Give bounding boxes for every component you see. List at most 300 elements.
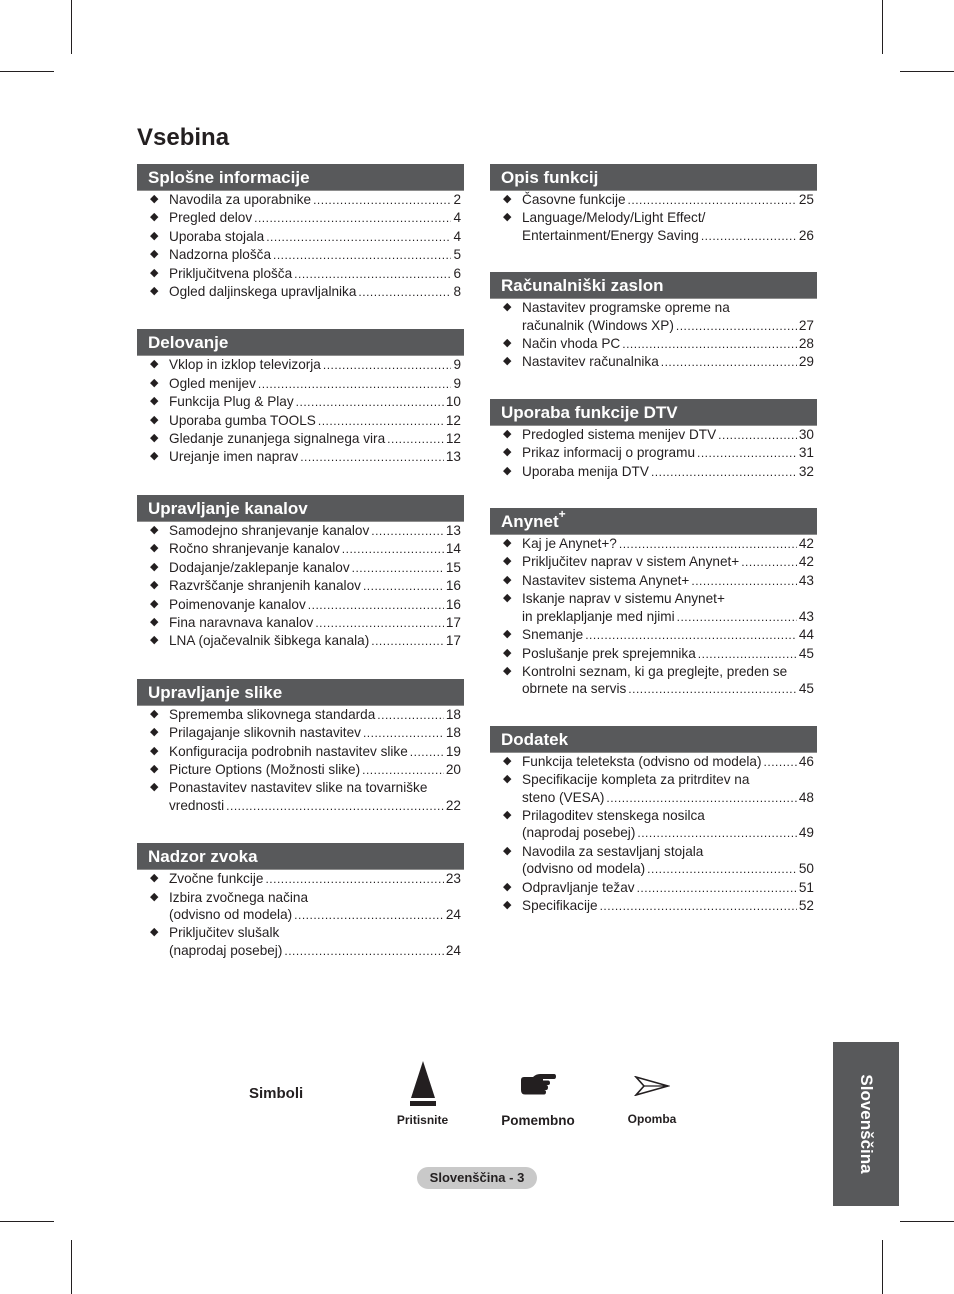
toc-page-number: 44 xyxy=(798,627,814,643)
diamond-bullet-icon: ◆ xyxy=(503,537,512,550)
toc-entry[interactable] xyxy=(137,924,464,960)
toc-entry[interactable] xyxy=(137,522,464,540)
page-title: Vsebina xyxy=(137,124,230,151)
diamond-bullet-icon: ◆ xyxy=(503,211,512,224)
toc-entry-text: in preklapljanje med njimi xyxy=(522,608,675,624)
toc-list xyxy=(137,706,464,815)
toc-entry-text: (odvisno od modela) xyxy=(169,906,293,922)
dot-leader xyxy=(342,541,444,558)
dot-leader xyxy=(363,578,444,595)
toc-entry-line xyxy=(522,227,814,245)
dot-leader xyxy=(718,427,797,444)
toc-entry-line xyxy=(169,375,461,393)
toc-page-number: 45 xyxy=(798,645,814,661)
toc-entry-line xyxy=(169,412,461,430)
toc-list xyxy=(490,426,817,481)
toc-page-number: 51 xyxy=(798,879,814,895)
toc-page-number: 8 xyxy=(453,284,461,300)
diamond-bullet-icon: ◆ xyxy=(503,446,512,459)
toc-entry[interactable] xyxy=(490,663,817,699)
dot-leader xyxy=(358,284,451,301)
dot-leader xyxy=(691,573,797,590)
toc-entry-line xyxy=(522,897,814,915)
toc-entry-text: Kaj je Anynet+? xyxy=(522,536,617,552)
toc-entry-text: Gledanje zunanjega signalnega vira xyxy=(169,431,386,447)
toc-section xyxy=(490,399,817,481)
toc-entry[interactable] xyxy=(490,897,817,915)
toc-entry-text: Uporaba gumba TOOLS xyxy=(169,412,316,428)
toc-entry[interactable] xyxy=(137,265,464,283)
toc-entry[interactable] xyxy=(137,412,464,430)
toc-page-number: 43 xyxy=(798,608,814,624)
toc-page-number: 13 xyxy=(445,449,461,465)
toc-list xyxy=(137,356,464,466)
toc-entry-text: Ročno shranjevanje kanalov xyxy=(169,541,340,557)
section-heading-text: Nadzor zvoka xyxy=(148,847,258,867)
dot-leader xyxy=(637,880,797,897)
toc-entry[interactable] xyxy=(137,393,464,411)
toc-page-number: 15 xyxy=(445,559,461,575)
dot-leader xyxy=(741,554,797,571)
diamond-bullet-icon: ◆ xyxy=(503,844,512,857)
toc-page-number: 16 xyxy=(445,596,461,612)
toc-entry-text: Entertainment/Energy Saving xyxy=(522,227,699,243)
toc-section xyxy=(490,726,817,916)
crop-mark xyxy=(71,0,72,54)
toc-page-number: 17 xyxy=(445,614,461,630)
diamond-bullet-icon: ◆ xyxy=(150,211,159,224)
toc-entry-line xyxy=(522,789,814,807)
toc-entry[interactable] xyxy=(490,463,817,481)
toc-entry[interactable] xyxy=(137,375,464,393)
dot-leader xyxy=(647,861,797,878)
crop-mark xyxy=(71,1240,72,1294)
toc-entry-line xyxy=(169,522,461,540)
symbol-press-caption: Pritisnite xyxy=(396,1113,449,1127)
toc-entry-line xyxy=(169,283,461,301)
toc-entry-text: Ogled daljinskega upravljalnika xyxy=(169,284,357,300)
toc-page-number: 12 xyxy=(445,412,461,428)
dot-leader xyxy=(677,609,797,626)
toc-entry-text: steno (VESA) xyxy=(522,789,605,805)
toc-entry[interactable] xyxy=(137,724,464,742)
dot-leader xyxy=(284,943,444,960)
dot-leader xyxy=(323,357,452,374)
toc-page-number: 29 xyxy=(798,354,814,370)
toc-entry-line xyxy=(522,824,814,842)
toc-entry-line xyxy=(169,577,461,595)
dot-leader xyxy=(308,597,444,614)
diamond-bullet-icon: ◆ xyxy=(150,781,159,794)
toc-entry-line xyxy=(522,335,814,353)
toc-entry-line xyxy=(169,779,461,796)
toc-page-number: 49 xyxy=(798,825,814,841)
diamond-bullet-icon: ◆ xyxy=(150,229,159,242)
toc-section xyxy=(137,495,464,651)
pointing-hand-icon xyxy=(519,1072,557,1098)
toc-entry[interactable] xyxy=(490,590,817,626)
toc-section xyxy=(137,843,464,960)
dot-leader xyxy=(363,725,444,742)
toc-entry[interactable] xyxy=(137,228,464,246)
toc-entry-line xyxy=(522,753,814,771)
toc-entry-text: Funkcija Plug & Play xyxy=(169,394,294,410)
toc-entry-line xyxy=(522,535,814,553)
symbol-note-caption: Opomba xyxy=(627,1112,677,1126)
diamond-bullet-icon: ◆ xyxy=(150,597,159,610)
toc-page-number: 2 xyxy=(453,192,461,207)
toc-entry[interactable] xyxy=(137,448,464,466)
toc-entry-text: Picture Options (Možnosti slike) xyxy=(169,761,361,777)
dot-leader xyxy=(676,318,797,335)
crop-mark xyxy=(882,1240,883,1294)
toc-entry[interactable] xyxy=(137,559,464,577)
toc-entry[interactable] xyxy=(137,596,464,614)
toc-entry-line xyxy=(169,870,461,888)
toc-entry-line xyxy=(169,393,461,411)
crop-mark xyxy=(0,71,54,72)
toc-entry[interactable] xyxy=(490,645,817,663)
toc-entry-line xyxy=(522,553,814,571)
toc-entry[interactable] xyxy=(137,632,464,650)
dot-leader xyxy=(273,247,451,264)
section-heading xyxy=(490,399,817,426)
diamond-bullet-icon: ◆ xyxy=(503,898,512,911)
toc-entry[interactable] xyxy=(137,614,464,632)
toc-entry[interactable] xyxy=(137,779,464,815)
toc-page-number: 9 xyxy=(453,375,461,391)
toc-entry-text: Uporaba menija DTV xyxy=(522,463,649,479)
toc-entry-line xyxy=(169,706,461,724)
toc-entry[interactable] xyxy=(490,572,817,590)
toc-entry[interactable] xyxy=(137,430,464,448)
toc-page-number: 20 xyxy=(445,761,461,777)
dot-leader xyxy=(651,464,797,481)
toc-entry[interactable] xyxy=(137,761,464,779)
toc-entry[interactable] xyxy=(490,444,817,462)
dot-leader xyxy=(266,229,451,246)
toc-page-number: 46 xyxy=(798,753,814,769)
diamond-bullet-icon: ◆ xyxy=(503,646,512,659)
toc-page-number: 18 xyxy=(445,725,461,741)
section-heading xyxy=(137,495,464,522)
toc-page-number: 30 xyxy=(798,426,814,442)
toc-entry[interactable] xyxy=(137,577,464,595)
section-heading-text: Delovanje xyxy=(148,333,229,353)
toc-entry-line xyxy=(169,632,461,650)
crop-mark xyxy=(900,71,954,72)
diamond-bullet-icon: ◆ xyxy=(150,579,159,592)
toc-entry[interactable] xyxy=(137,246,464,264)
toc-entry[interactable] xyxy=(137,191,464,209)
toc-page-number: 4 xyxy=(453,228,461,244)
toc-entry-line xyxy=(169,356,461,374)
toc-entry-line xyxy=(522,426,814,444)
toc-page-number: 52 xyxy=(798,897,814,913)
dot-leader xyxy=(254,210,451,227)
toc-entry-line xyxy=(522,590,814,607)
diamond-bullet-icon: ◆ xyxy=(503,355,512,368)
toc-entry-line xyxy=(522,209,814,226)
dot-leader xyxy=(315,615,444,632)
toc-entry-line xyxy=(169,942,461,960)
press-icon xyxy=(408,1060,438,1108)
toc-entry-text: Uporaba stojala xyxy=(169,228,265,244)
toc-entry[interactable] xyxy=(490,879,817,897)
diamond-bullet-icon: ◆ xyxy=(503,337,512,350)
toc-entry[interactable] xyxy=(137,540,464,558)
toc-entry-text: Navodila za sestavljanj stojala xyxy=(522,843,704,859)
toc-page-number: 5 xyxy=(453,247,461,263)
toc-list xyxy=(137,870,464,960)
toc-entry-text: Pregled delov xyxy=(169,210,253,226)
toc-entry[interactable] xyxy=(137,870,464,888)
dot-leader xyxy=(294,266,451,283)
section-heading-text: Upravljanje slike xyxy=(148,682,283,702)
toc-entry-text: (odvisno od modela) xyxy=(522,861,646,877)
toc-entry-text: Poimenovanje kanalov xyxy=(169,596,306,612)
diamond-bullet-icon: ◆ xyxy=(503,555,512,568)
toc-entry-line xyxy=(522,860,814,878)
diamond-bullet-icon: ◆ xyxy=(503,773,512,786)
diamond-bullet-icon: ◆ xyxy=(150,726,159,739)
section-heading-superscript: + xyxy=(558,507,566,522)
section-heading-text: Upravljanje kanalov xyxy=(148,498,308,518)
toc-entry-text: Prilagajanje slikovnih nastavitev xyxy=(169,725,361,741)
toc-page-number: 24 xyxy=(445,906,461,922)
toc-entry-text: Snemanje xyxy=(522,627,584,643)
diamond-bullet-icon: ◆ xyxy=(150,523,159,536)
toc-section xyxy=(137,329,464,466)
toc-page-number: 48 xyxy=(798,789,814,805)
crop-mark xyxy=(882,0,883,54)
arrowhead-note-icon xyxy=(634,1076,670,1096)
toc-entry[interactable] xyxy=(137,283,464,301)
dot-leader xyxy=(701,228,797,245)
section-heading-text: Opis funkcij xyxy=(501,168,599,187)
diamond-bullet-icon: ◆ xyxy=(150,358,159,371)
toc-entry-text: Kontrolni seznam, ki ga preglejte, preden se xyxy=(522,663,788,679)
toc-entry-line xyxy=(522,626,814,644)
toc-entry-text: Iskanje naprav v sistemu Anynet+ xyxy=(522,591,725,607)
section-heading xyxy=(137,329,464,356)
toc-entry-line xyxy=(169,209,461,227)
dot-leader xyxy=(387,431,444,448)
toc-entry-line xyxy=(169,559,461,577)
toc-entry-line xyxy=(169,906,461,924)
toc-page-number: 32 xyxy=(798,463,814,479)
diamond-bullet-icon: ◆ xyxy=(150,266,159,279)
section-heading-text: Uporaba funkcije DTV xyxy=(501,402,678,422)
dot-leader xyxy=(661,354,797,371)
toc-entry-line xyxy=(522,807,814,824)
toc-page-number: 28 xyxy=(798,336,814,352)
toc-entry-line xyxy=(169,596,461,614)
toc-section xyxy=(490,272,817,372)
toc-entry-line xyxy=(169,540,461,558)
toc-page-number: 23 xyxy=(445,871,461,887)
section-heading xyxy=(490,164,817,191)
diamond-bullet-icon: ◆ xyxy=(150,560,159,573)
toc-entry-line xyxy=(169,228,461,246)
toc-entry-text: Zvočne funkcije xyxy=(169,871,264,887)
diamond-bullet-icon: ◆ xyxy=(503,754,512,767)
section-heading xyxy=(137,679,464,706)
toc-entry[interactable] xyxy=(137,743,464,761)
dot-leader xyxy=(371,523,444,540)
toc-list xyxy=(490,299,817,372)
toc-list xyxy=(490,191,817,245)
toc-entry-line xyxy=(522,191,814,209)
toc-entry[interactable] xyxy=(490,626,817,644)
dot-leader xyxy=(698,646,797,663)
toc-entry-text: (naprodaj posebej) xyxy=(522,825,636,841)
toc-entry-line xyxy=(169,448,461,466)
section-heading xyxy=(137,843,464,870)
dot-leader xyxy=(362,762,444,779)
toc-entry[interactable] xyxy=(490,535,817,553)
toc-entry-text: Nadzorna plošča xyxy=(169,247,272,263)
toc-entry[interactable] xyxy=(137,209,464,227)
toc-entry-text: Vklop in izklop televizorja xyxy=(169,357,321,373)
toc-section xyxy=(490,508,817,699)
toc-entry-line xyxy=(169,246,461,264)
toc-entry-text: Ponastavitev nastavitev slike na tovarniške xyxy=(169,780,428,796)
toc-page-number: 22 xyxy=(445,797,461,813)
toc-list xyxy=(137,191,464,301)
diamond-bullet-icon: ◆ xyxy=(150,926,159,939)
dot-leader xyxy=(318,413,444,430)
toc-entry-line xyxy=(522,463,814,481)
toc-entry-text: Priključitev naprav v sistem Anynet+ xyxy=(522,554,740,570)
diamond-bullet-icon: ◆ xyxy=(503,427,512,440)
toc-entry-text: Specifikacije kompleta za pritrditev na xyxy=(522,772,750,788)
toc-entry[interactable] xyxy=(490,335,817,353)
symbol-important xyxy=(496,1072,580,1128)
toc-entry-line xyxy=(169,265,461,283)
toc-entry[interactable] xyxy=(490,807,817,843)
toc-entry-text: Razvrščanje shranjenih kanalov xyxy=(169,578,361,594)
diamond-bullet-icon: ◆ xyxy=(503,628,512,641)
symbol-important-caption: Pomembno xyxy=(501,1113,575,1128)
toc-page-number: 10 xyxy=(445,394,461,410)
toc-entry-text: Nastavitev računalnika xyxy=(522,354,659,370)
toc-entry-text: računalnik (Windows XP) xyxy=(522,317,674,333)
dot-leader xyxy=(619,536,797,553)
toc-entry-text: Način vhoda PC xyxy=(522,336,621,352)
toc-entry-text: Ogled menijev xyxy=(169,375,256,391)
toc-entry-text: Language/Melody/Light Effect/ xyxy=(522,210,706,226)
toc-page-number: 50 xyxy=(798,861,814,877)
toc-entry[interactable] xyxy=(490,209,817,245)
toc-page-number: 9 xyxy=(453,357,461,373)
diamond-bullet-icon: ◆ xyxy=(150,872,159,885)
dot-leader xyxy=(313,192,451,209)
section-heading-text: Dodatek xyxy=(501,729,569,749)
section-heading xyxy=(490,508,817,535)
dot-leader xyxy=(377,707,444,724)
dot-leader xyxy=(300,449,444,466)
toc-entry[interactable] xyxy=(490,426,817,444)
diamond-bullet-icon: ◆ xyxy=(503,880,512,893)
toc-entry-text: (naprodaj posebej) xyxy=(169,942,283,958)
toc-page-number: 27 xyxy=(798,317,814,333)
toc-entry-line xyxy=(169,889,461,906)
toc-entry[interactable] xyxy=(490,843,817,879)
dot-leader xyxy=(371,633,444,650)
diamond-bullet-icon: ◆ xyxy=(150,707,159,720)
toc-page-number: 12 xyxy=(445,431,461,447)
toc-entry[interactable] xyxy=(137,356,464,374)
crop-mark xyxy=(0,1221,54,1222)
toc-entry-text: Poslušanje prek sprejemnika xyxy=(522,645,696,661)
toc-entry-text: Navodila za uporabnike xyxy=(169,192,312,207)
symbols-label: Simboli xyxy=(249,1085,304,1102)
toc-entry-text: Konfiguracija podrobnih nastavitev slike xyxy=(169,743,408,759)
dot-leader xyxy=(265,871,443,888)
toc-list xyxy=(490,753,817,916)
toc-entry[interactable] xyxy=(137,889,464,925)
dot-leader xyxy=(226,798,444,815)
section-heading-text: Anynet xyxy=(501,512,559,532)
toc-entry[interactable] xyxy=(490,353,817,371)
toc-entry[interactable] xyxy=(490,191,817,209)
section-heading xyxy=(490,272,817,299)
toc-page-number: 43 xyxy=(798,572,814,588)
language-tab-label: Slovenščina xyxy=(857,1074,876,1174)
toc-page-number: 16 xyxy=(445,578,461,594)
toc-entry-line xyxy=(522,572,814,590)
toc-left-column xyxy=(137,164,464,960)
toc-entry-text: Nastavitev sistema Anynet+ xyxy=(522,572,690,588)
toc-page-number: 26 xyxy=(798,227,814,243)
toc-page-number: 14 xyxy=(445,541,461,557)
toc-entry[interactable] xyxy=(490,299,817,335)
toc-entry[interactable] xyxy=(490,553,817,571)
dot-leader xyxy=(637,825,797,842)
toc-entry-text: Odpravljanje težav xyxy=(522,879,635,895)
toc-page-number: 17 xyxy=(445,633,461,649)
toc-entry-text: Dodajanje/zaklepanje kanalov xyxy=(169,559,350,575)
toc-entry-line xyxy=(522,608,814,626)
dot-leader xyxy=(258,376,452,393)
toc-page-number: 42 xyxy=(798,554,814,570)
toc-entry[interactable] xyxy=(490,753,817,771)
toc-entry[interactable] xyxy=(137,706,464,724)
toc-entry-line xyxy=(522,299,814,316)
toc-entry[interactable] xyxy=(490,771,817,807)
dot-leader xyxy=(294,907,444,924)
toc-entry-line xyxy=(522,645,814,663)
dot-leader xyxy=(410,744,444,761)
toc-entry-line xyxy=(169,797,461,815)
diamond-bullet-icon: ◆ xyxy=(150,248,159,261)
toc-list xyxy=(137,522,464,651)
toc-entry-text: Specifikacije xyxy=(522,897,598,913)
toc-entry-line xyxy=(522,444,814,462)
dot-leader xyxy=(697,445,797,462)
toc-section xyxy=(137,164,464,301)
toc-entry-text: Prilagoditev stenskega nosilca xyxy=(522,807,705,823)
toc-entry-text: Časovne funkcije xyxy=(522,192,626,207)
diamond-bullet-icon: ◆ xyxy=(503,464,512,477)
toc-entry-line xyxy=(522,317,814,335)
toc-entry-text: Prikaz informacij o programu xyxy=(522,445,696,461)
toc-page-number: 24 xyxy=(445,942,461,958)
crop-mark xyxy=(900,1221,954,1222)
toc-entry-text: Urejanje imen naprav xyxy=(169,449,299,465)
diamond-bullet-icon: ◆ xyxy=(150,376,159,389)
